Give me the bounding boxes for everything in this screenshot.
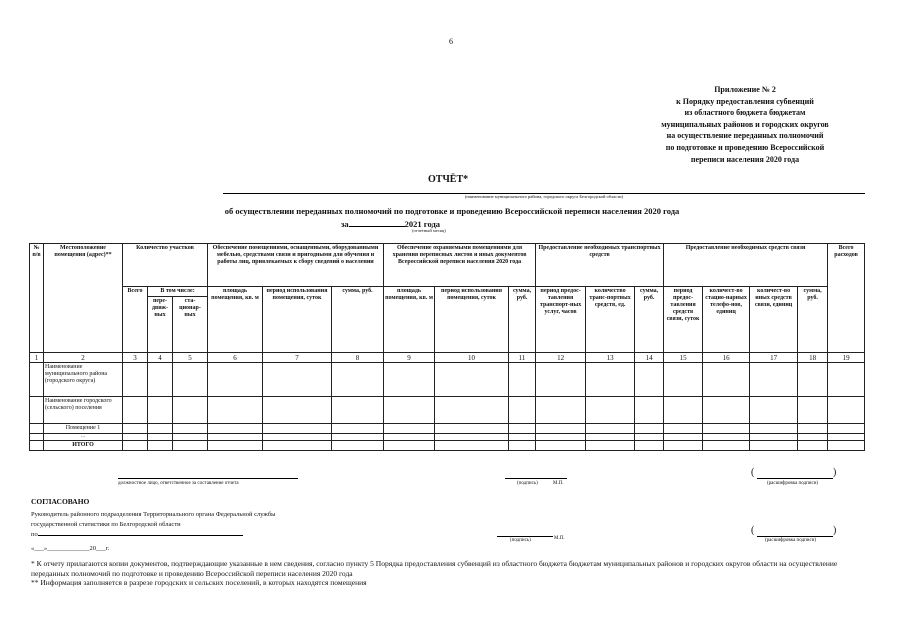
col-number: 11 <box>509 353 536 363</box>
footnote-1: * К отчету прилагаются копии документов, подтверждающие указанные в нем сведения, согласно пункту 5 Порядка предоставления субвенций из областного бюджета бюджетам муниципальных районов и городских округов области на осуществление переданных полномочий по подготовке и проведению Всероссийской переписи населения 2020 года <box>31 559 838 578</box>
col-number: 12 <box>536 353 586 363</box>
col-header-c14: сумма, руб. <box>635 287 664 353</box>
report-table <box>29 243 865 451</box>
agreed-line: Руководитель районного подразделения Территориального органа Федеральной службы <box>31 511 276 518</box>
period-suffix: 2021 года <box>404 219 440 229</box>
table-row <box>30 397 865 424</box>
row-label-premises: Помещение 1 <box>44 424 123 434</box>
agreed-decode-line <box>757 535 833 537</box>
row-label-ellipsis: ... <box>44 434 123 441</box>
municipality-caption: (наименование муниципального района, городского округа Белгородской области) <box>464 194 624 199</box>
table-row <box>30 424 865 434</box>
appendix-header <box>600 84 890 165</box>
period-caption: (отчетный месяц) <box>412 228 446 233</box>
agreed-text <box>31 510 276 540</box>
appendix-line: муниципальных районов и городских округов <box>661 119 829 129</box>
col-number: 2 <box>44 353 123 363</box>
col-number: 1 <box>30 353 44 363</box>
row-label-district: Наименование муниципального района (городского округа) <box>44 363 123 397</box>
col-header-c8: сумма, руб. <box>332 287 384 353</box>
agreed-decode-caption: (расшифровка подписи) <box>765 538 817 543</box>
decode-caption: (расшифровка подписи) <box>767 481 819 486</box>
decode-line <box>757 477 833 479</box>
appendix-line: к Порядку предоставления субвенций <box>676 96 814 106</box>
col-number: 3 <box>123 353 148 363</box>
responsible-line <box>118 477 298 479</box>
col-number: 15 <box>664 353 703 363</box>
col-header-number: № п/в <box>30 244 44 353</box>
col-header-c10: период использования помещения, суток <box>435 287 509 353</box>
signature-caption: (подпись) <box>517 481 538 486</box>
document-title: ОТЧЁТ* <box>428 174 469 185</box>
col-header-c12: период предос-тавления транспорт-ных услуг, часов <box>536 287 586 353</box>
agreed-po: по <box>31 530 276 540</box>
col-header-c15: период предос-тавления средств связи, суток <box>664 287 703 353</box>
row-label-settlement: Наименование городского (сельского) поселения <box>44 397 123 424</box>
col-header-transport: Предоставление необходимых транспортных средств <box>536 244 664 287</box>
col-header-premises: Обеспечение помещениями, оснащенными, оборудованными мебелью, средствами связи и пригодными для обучения и работы лиц, привлекаемых к сбору сведений о населении <box>208 244 384 287</box>
decode-paren-open: ( <box>751 467 755 478</box>
agreed-paren-close: ) <box>833 525 837 536</box>
period-blank <box>349 218 405 227</box>
period-prefix: за <box>341 219 349 229</box>
col-header-storage: Обеспечение охраняемыми помещениями для хранения переписных листов и иных документов Всероссийской переписи населения 2020 года <box>384 244 536 287</box>
page-number: 6 <box>449 37 453 46</box>
col-number: 8 <box>332 353 384 363</box>
agreed-label: СОГЛАСОВАНО <box>31 497 90 506</box>
appendix-line: на осуществление переданных полномочий <box>666 131 824 141</box>
col-header-c7: период использования помещения, суток <box>263 287 332 353</box>
col-header-c4: пере-движ-ных <box>148 297 173 353</box>
col-header-c13: количество транс-портных средств, ед. <box>586 287 635 353</box>
col-number: 13 <box>586 353 635 363</box>
agreed-stamp-mark: М.П. <box>554 536 565 541</box>
col-number: 7 <box>263 353 332 363</box>
col-header-location: Местоположение помещения (адрес)** <box>44 244 123 353</box>
col-number: 4 <box>148 353 173 363</box>
row-label-total: ИТОГО <box>44 441 123 451</box>
appendix-line: Приложение № 2 <box>714 85 776 94</box>
stamp-mark: М.П. <box>553 481 564 486</box>
agreed-signature-line <box>497 535 553 537</box>
col-number: 19 <box>828 353 865 363</box>
footnotes <box>31 559 876 588</box>
col-number: 5 <box>173 353 208 363</box>
appendix-line: из областного бюджета бюджетам <box>684 108 806 118</box>
col-number: 14 <box>635 353 664 363</box>
footnote-2: ** Информация заполняется в разрезе городских и сельских поселений, в которых находятся помещения <box>31 578 367 587</box>
col-header-sites-total: Всего <box>123 287 148 353</box>
col-header-c18: сумма, руб. <box>798 287 828 353</box>
decode-paren-close: ) <box>833 467 837 478</box>
col-header-sites-incl: В том числе: <box>148 287 208 297</box>
table-row <box>30 441 865 451</box>
col-number: 18 <box>798 353 828 363</box>
appendix-line: переписи населения 2020 года <box>690 154 800 164</box>
agreed-line: государственной статистики по Белгородской области <box>31 521 181 528</box>
appendix-line: по подготовке и проведению Всероссийской <box>665 142 825 152</box>
table-row <box>30 434 865 441</box>
agreed-date: «___»_____________20___г. <box>31 545 110 552</box>
table-row <box>30 363 865 397</box>
col-header-c9: площадь помещения, кв. м <box>384 287 435 353</box>
col-header-total-expenses: Всего расходов <box>828 244 865 353</box>
col-number: 16 <box>703 353 750 363</box>
col-header-c11: сумма, руб. <box>509 287 536 353</box>
agreed-signature-caption: (подпись) <box>510 538 531 543</box>
col-header-c6: площадь помещения, кв. м <box>208 287 263 353</box>
col-number: 6 <box>208 353 263 363</box>
col-header-c5: ста-ционар-ных <box>173 297 208 353</box>
agreed-paren-open: ( <box>751 525 755 536</box>
col-number: 9 <box>384 353 435 363</box>
col-header-c16: количест-во стацио-нарных телефо-нов, единиц <box>703 287 750 353</box>
signature-line <box>505 477 567 479</box>
col-header-c17: количест-во иных средств связи, единиц <box>750 287 798 353</box>
col-header-sites: Количество участков <box>123 244 208 287</box>
document-subtitle: об осуществлении переданных полномочий по подготовке и проведению Всероссийской переписи населения 2020 года <box>224 206 680 216</box>
col-number: 17 <box>750 353 798 363</box>
responsible-caption: должностное лицо, ответственное за составление отчета <box>118 481 239 486</box>
col-number: 10 <box>435 353 509 363</box>
col-header-communication: Предоставление необходимых средств связи <box>664 244 828 287</box>
